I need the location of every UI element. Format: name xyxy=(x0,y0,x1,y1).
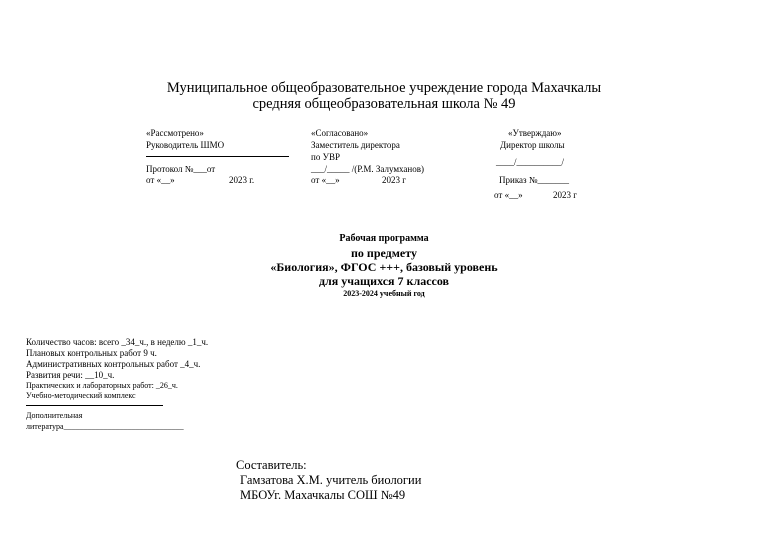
agreed-signature: ___/_____ /(Р.М. Залумханов) xyxy=(311,164,424,174)
stat-extra-line2: литература______________________________ xyxy=(26,422,184,431)
stat-umk: Учебно-методический комплекс xyxy=(26,391,136,400)
author-name: Гамзатова Х.М. учитель биологии xyxy=(240,473,422,487)
considered-date-prefix: от «__» xyxy=(146,175,175,185)
stat-hours: Количество часов: всего _34_ч., в неделю _1_ч. xyxy=(26,337,209,347)
agreed-role-line1: Заместитель директора xyxy=(311,140,400,150)
author-school: МБОУг. Махачкалы СОШ №49 xyxy=(240,488,406,502)
stat-control-works: Плановых контрольных работ 9 ч. xyxy=(26,348,157,358)
school-name: Муниципальное общеобразовательное учреждение города Махачкалы xyxy=(166,80,602,96)
considered-protocol: Протокол №___от xyxy=(146,164,216,174)
stat-practical: Практических и лабораторных работ: _26_ч. xyxy=(26,381,178,390)
considered-signature-line xyxy=(146,156,289,157)
umk-line xyxy=(26,405,163,406)
agreed-role-line2: по УВР xyxy=(311,152,340,162)
program-year: 2023-2024 учебный год xyxy=(343,289,425,298)
approved-signature: ____/__________/ xyxy=(496,157,565,167)
agreed-date-year: 2023 г xyxy=(382,175,406,185)
agreed-title: «Согласовано» xyxy=(311,128,369,138)
approved-date-prefix: от «__» xyxy=(494,190,523,200)
school-number: средняя общеобразовательная школа № 49 xyxy=(252,96,516,112)
approved-title: «Утверждаю» xyxy=(508,128,562,138)
approved-order: Приказ №_______ xyxy=(499,175,569,185)
program-subject: «Биология», ФГОС +++, базовый уровень xyxy=(270,260,498,274)
considered-title: «Рассмотрено» xyxy=(146,128,204,138)
agreed-date-prefix: от «__» xyxy=(311,175,340,185)
program-subject-line: по предмету xyxy=(351,246,417,260)
author-label: Составитель: xyxy=(236,458,307,472)
considered-role: Руководитель ШМО xyxy=(146,140,225,150)
approved-date-year: 2023 г xyxy=(553,190,577,200)
considered-date-year: 2023 г. xyxy=(229,175,255,185)
stat-speech: Развития речи: __10_ч. xyxy=(26,370,115,380)
program-title: Рабочая программа xyxy=(339,233,429,244)
approved-role: Директор школы xyxy=(500,140,565,150)
stat-admin-works: Административных контрольных работ _4_ч. xyxy=(26,359,201,369)
program-grade: для учащихся 7 классов xyxy=(318,274,450,288)
stat-extra-line1: Дополнительная xyxy=(26,411,83,420)
